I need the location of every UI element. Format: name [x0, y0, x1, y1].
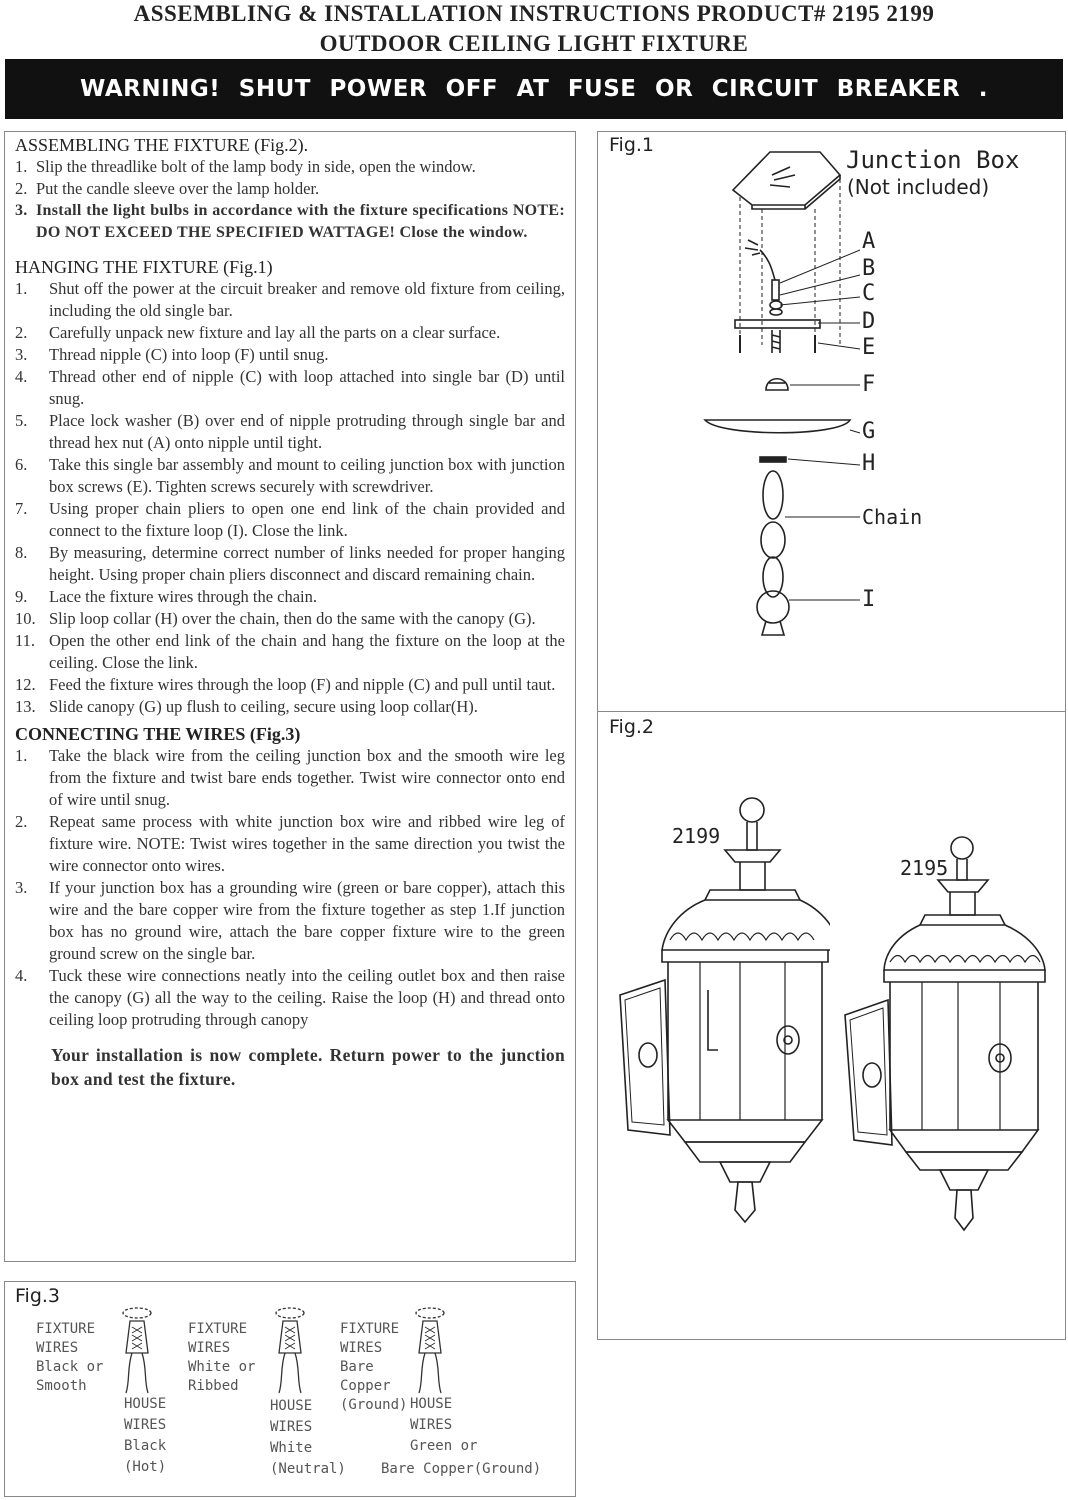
step-number: 13.	[15, 697, 36, 716]
assembling-step	[15, 200, 565, 244]
step-number: 1.	[15, 157, 28, 176]
hanging-step	[15, 586, 565, 608]
fixture-wires-1-line: Black or	[36, 1359, 104, 1375]
fixture-wires-2-line: Ribbed	[188, 1378, 239, 1394]
house-wires-2-line: WIRES	[270, 1419, 313, 1435]
fig1-label: Fig.1	[609, 134, 655, 156]
hanging-step	[15, 454, 565, 498]
house-wires-2-line: (Neutral)	[270, 1461, 346, 1477]
assembling-steps	[15, 156, 565, 244]
junction-box-label: Junction Box	[846, 146, 1020, 174]
part-label-f: F	[862, 372, 876, 397]
fig3-house-wires-3-top	[410, 1394, 477, 1457]
house-wires-1-line: WIRES	[124, 1417, 167, 1433]
step-number: 4.	[15, 966, 28, 985]
step-text: Tuck these wire connections neatly into the ceiling outlet box and then raise the canopy (G) all the way to the ceiling. Raise the loop (H) and thread onto ceiling loop protruding through canopy	[49, 966, 565, 1029]
fig3-fixture-wires-3	[340, 1320, 407, 1415]
step-number: 3.	[15, 345, 28, 364]
step-text: Shut off the power at the circuit breaker and remove old fixture from ceiling, including the old single bar.	[49, 279, 565, 320]
junction-box-drawing	[733, 152, 840, 205]
wire-connector-3-drawing	[405, 1303, 455, 1395]
hanging-step	[15, 696, 565, 718]
house-wires-3-line: Green or	[410, 1438, 478, 1454]
figure-divider	[597, 711, 1066, 712]
step-number: 10.	[15, 609, 36, 628]
connecting-steps	[15, 745, 565, 1031]
fig3-house-wires-3-bottom	[381, 1460, 541, 1479]
document-title: ASSEMBLING & INSTALLATION INSTRUCTIONS PRODUCT# 2195 2199	[133, 1, 935, 26]
step-number: 2.	[15, 323, 28, 342]
step-number: 5.	[15, 411, 28, 430]
part-label-a: A	[862, 229, 876, 254]
model-2199-label: 2199	[672, 824, 721, 848]
fig3-fixture-wires-1	[36, 1320, 103, 1396]
fixture-wires-3-line: FIXTURE	[340, 1321, 400, 1337]
part-label-chain: Chain	[862, 505, 923, 529]
house-wires-3-line: WIRES	[410, 1417, 453, 1433]
house-wires-3-line: Bare Copper(Ground)	[381, 1461, 542, 1477]
fixture-wires-2-line: FIXTURE	[188, 1321, 248, 1337]
fig3-house-wires-2	[270, 1396, 346, 1480]
step-text: Thread nipple (C) into loop (F) until snug.	[49, 345, 329, 364]
part-label-i: I	[862, 587, 876, 612]
step-text: Install the light bulbs in accordance with the fixture specifications NOTE: DO NOT EXCEED THE SPECIFIED WATTAGE! Close the window.	[36, 202, 565, 241]
house-wires-1-line: HOUSE	[124, 1396, 167, 1412]
hanging-step	[15, 410, 565, 454]
fixture-wires-1-line: FIXTURE	[36, 1321, 96, 1337]
fig1-diagram	[700, 145, 930, 645]
part-label-b: B	[862, 256, 876, 281]
hanging-step	[15, 278, 565, 322]
fixture-wires-3-line: Copper	[340, 1378, 391, 1394]
step-text: Lace the fixture wires through the chain.	[49, 587, 318, 606]
connecting-heading: CONNECTING THE WIRES (Fig.3)	[15, 724, 301, 744]
hanging-heading: HANGING THE FIXTURE (Fig.1)	[15, 257, 273, 277]
step-number: 2.	[15, 812, 28, 831]
assembling-heading: ASSEMBLING THE FIXTURE (Fig.2).	[15, 135, 309, 155]
connecting-step	[15, 965, 565, 1031]
fixture-wires-1-line: Smooth	[36, 1378, 87, 1394]
hanging-step	[15, 344, 565, 366]
connecting-step	[15, 745, 565, 811]
step-number: 1.	[15, 279, 28, 298]
step-text: Carefully unpack new fixture and lay all the parts on a clear surface.	[49, 323, 501, 342]
step-number: 8.	[15, 543, 28, 562]
not-included-label: (Not included)	[847, 175, 990, 199]
lantern-2199-drawing	[610, 790, 830, 1260]
fixture-wires-2-line: White or	[188, 1359, 256, 1375]
part-label-g: G	[862, 419, 876, 444]
connecting-step	[15, 877, 565, 965]
document-subtitle: OUTDOOR CEILING LIGHT FIXTURE	[319, 31, 749, 56]
connecting-step	[15, 811, 565, 877]
hanging-step	[15, 498, 565, 542]
step-text: By measuring, determine correct number of links needed for proper hanging height. Using proper chain pliers disconnect and discard remaining chain.	[49, 543, 565, 584]
part-label-h: H	[862, 451, 876, 476]
step-text: Using proper chain pliers to open one end link of the chain provided and connect to the fixture loop (I). Close the link.	[49, 499, 565, 540]
house-wires-3-line: HOUSE	[410, 1396, 453, 1412]
house-wires-2-line: White	[270, 1440, 313, 1456]
step-text: Thread other end of nipple (C) with loop attached into single bar (D) until snug.	[49, 367, 565, 408]
hanging-step	[15, 366, 565, 410]
step-text: If your junction box has a grounding wire (green or bare copper), attach this wire and the bare copper wire from the fixture together as step 1.If junction box has no ground wire, attach the bare copper fixture wire to the green ground screw on the single bar.	[49, 878, 565, 963]
fixture-wires-3-line: WIRES	[340, 1340, 383, 1356]
step-number: 9.	[15, 587, 28, 606]
step-number: 1.	[15, 746, 28, 765]
hanging-step	[15, 630, 565, 674]
hanging-step	[15, 674, 565, 696]
fixture-wires-2-line: WIRES	[188, 1340, 231, 1356]
model-2195-label: 2195	[900, 856, 949, 880]
part-label-d: D	[862, 309, 876, 334]
fixture-wires-3-line: Bare	[340, 1359, 374, 1375]
step-number: 11.	[15, 631, 36, 650]
house-wires-1-line: (Hot)	[124, 1459, 167, 1475]
lantern-2195-drawing	[840, 830, 1068, 1270]
instructions-text	[15, 134, 565, 1091]
warning-banner: WARNING! SHUT POWER OFF AT FUSE OR CIRCUIT BREAKER .	[5, 59, 1063, 119]
step-number: 7.	[15, 499, 28, 518]
assembling-step	[15, 156, 565, 178]
fixture-wires-3-line: (Ground)	[340, 1397, 408, 1413]
step-text: Put the candle sleeve over the lamp holder.	[36, 179, 320, 198]
completion-note: Your installation is now complete. Return power to the junction box and test the fixture.	[51, 1045, 565, 1089]
hanging-step	[15, 608, 565, 630]
step-text: Open the other end link of the chain and hang the fixture on the loop at the ceiling. Close the link.	[49, 631, 565, 672]
part-label-e: E	[862, 335, 876, 360]
step-text: Feed the fixture wires through the loop (F) and nipple (C) and pull until taut.	[49, 675, 556, 694]
part-label-c: C	[862, 281, 876, 306]
fig3-label: Fig.3	[15, 1285, 61, 1307]
step-number: 3.	[15, 878, 28, 897]
wire-connector-1-drawing	[112, 1303, 162, 1395]
hanging-step	[15, 322, 565, 344]
step-text: Take this single bar assembly and mount to ceiling junction box with junction box screws (E). Tighten screws securely with screwdriver.	[49, 455, 565, 496]
hanging-step	[15, 542, 565, 586]
step-text: Place lock washer (B) over end of nipple protruding through single bar and thread hex nut (A) onto nipple until tight.	[49, 411, 565, 452]
step-text: Repeat same process with white junction box wire and ribbed wire leg of fixture wire. NOTE: Twist wires together in the same direction you twist the wire connector onto wires.	[49, 812, 565, 875]
step-text: Slip the threadlike bolt of the lamp body in side, open the window.	[36, 157, 476, 176]
step-number: 3.	[15, 202, 28, 219]
house-wires-1-line: Black	[124, 1438, 167, 1454]
step-number: 12.	[15, 675, 36, 694]
assembling-step	[15, 178, 565, 200]
fig2-label: Fig.2	[609, 716, 655, 738]
fig3-fixture-wires-2	[188, 1320, 255, 1396]
hanging-steps	[15, 278, 565, 718]
step-number: 2.	[15, 179, 28, 198]
fig3-house-wires-1	[124, 1394, 166, 1478]
house-wires-2-line: HOUSE	[270, 1398, 313, 1414]
step-text: Slip loop collar (H) over the chain, then do the same with the canopy (G).	[49, 609, 536, 628]
step-number: 6.	[15, 455, 28, 474]
fixture-wires-1-line: WIRES	[36, 1340, 79, 1356]
step-text: Slide canopy (G) up flush to ceiling, secure using loop collar(H).	[49, 697, 478, 716]
step-text: Take the black wire from the ceiling junction box and the smooth wire leg from the fixture and twist bare ends together. Twist wire connector onto end of wire until snug.	[49, 746, 565, 809]
step-number: 4.	[15, 367, 28, 386]
wire-connector-2-drawing	[265, 1303, 315, 1395]
